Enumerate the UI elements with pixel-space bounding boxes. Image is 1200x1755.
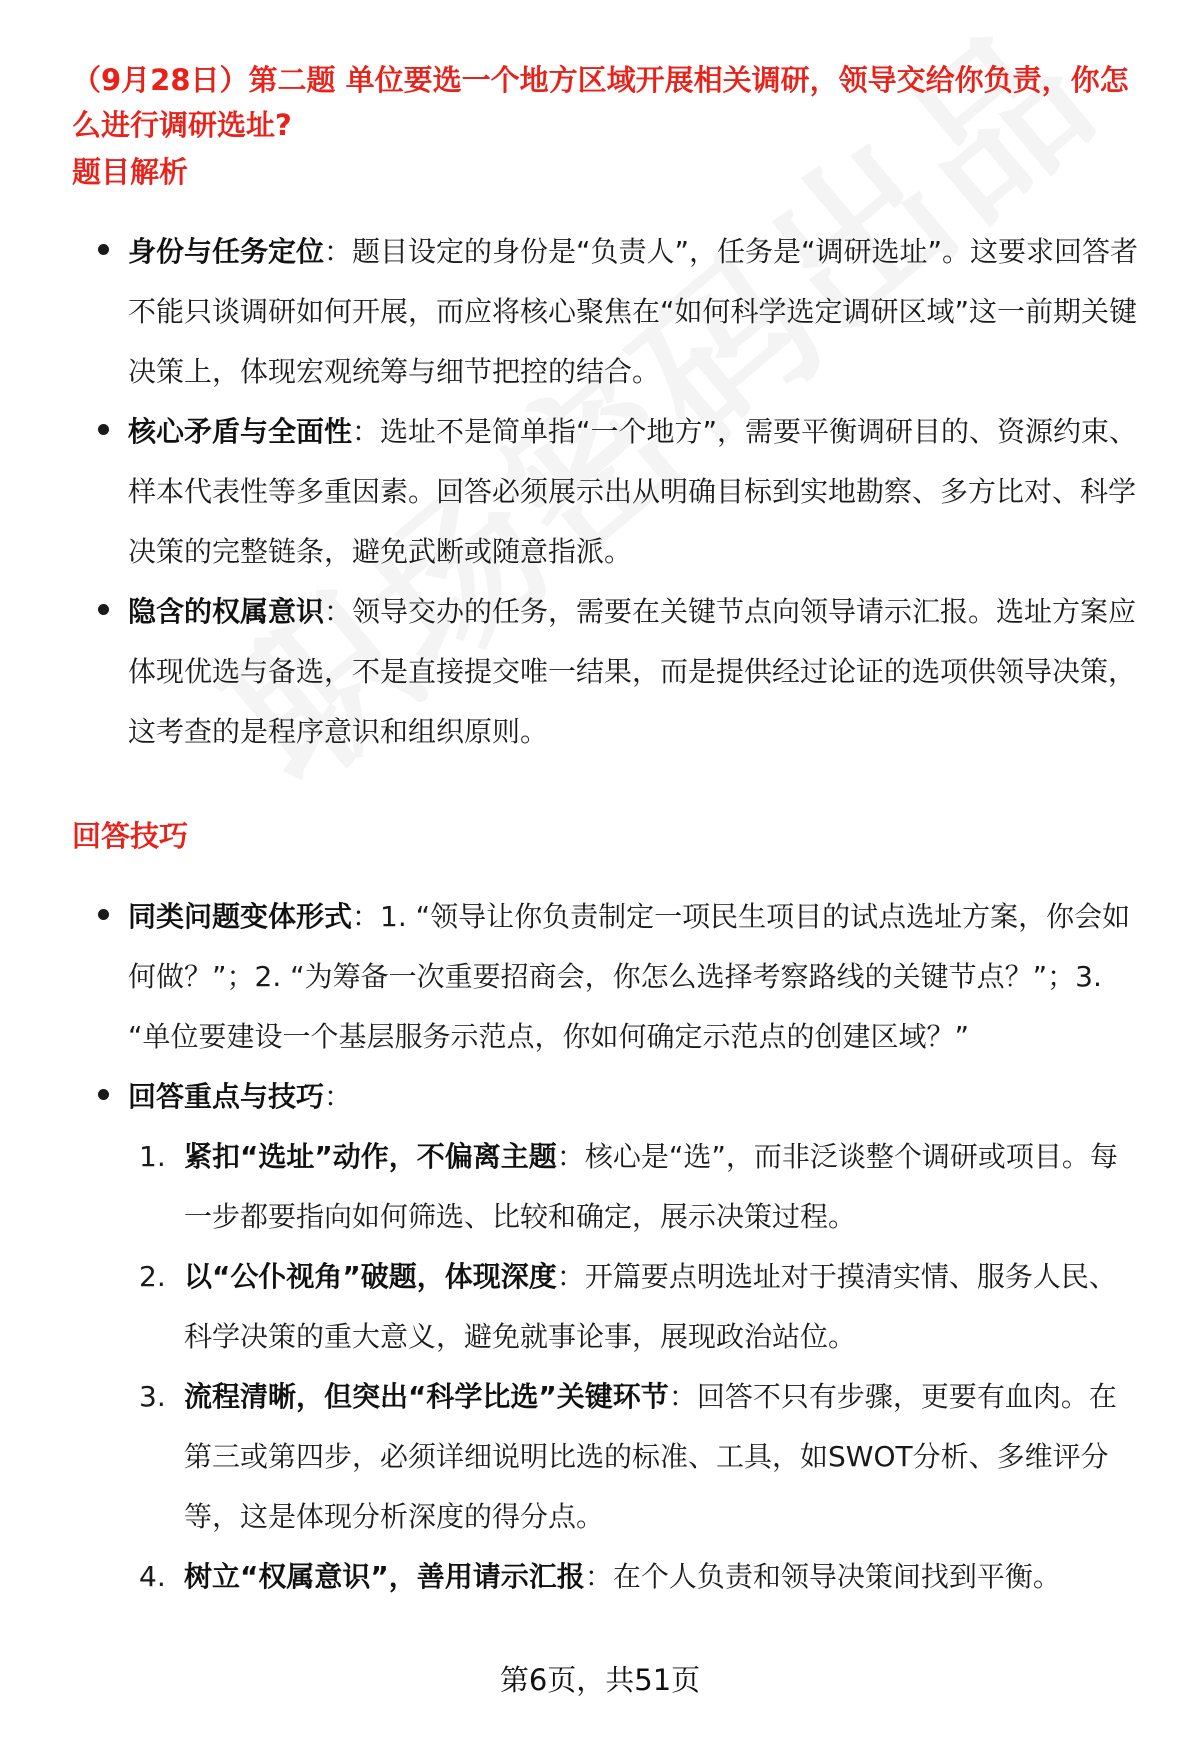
page-footer: 第6页，共51页 [499,1663,701,1697]
item-text: ：领导交办的任务，需要在关键节点向领导请示汇报。选址方案应体现优选与备选，不是直接提交唯一结果，而是提供经过论证的选项供领导决策，这考查的是程序意识和组织原则。 [128,595,1137,748]
bullet-icon [98,909,109,920]
bullet-icon [98,244,109,255]
analysis-item [0,582,1200,762]
section-title-tips: 回答技巧 [72,819,189,853]
item-term: 身份与任务定位 [128,235,325,268]
section-title-analysis: 题目解析 [72,155,189,189]
step-item [128,1367,1142,1547]
step-text: ：核心是“选”，而非泛谈整个调研或项目。每一步都要指向如何筛选、比较和确定，展示决策过程。 [184,1140,1118,1233]
bullet-icon [98,424,109,435]
step-text: ：在个人负责和领导决策间找到平衡。 [584,1560,1061,1593]
analysis-list [0,222,1200,762]
item-text: ： [324,1080,353,1113]
item-term: 同类问题变体形式 [128,900,353,933]
step-number: 4. [139,1560,166,1593]
step-item [128,1247,1142,1367]
step-number: 3. [139,1380,166,1413]
tips-item [0,1067,1200,1607]
question-title: （9月28日）第二题 单位要选一个地方区域开展相关调研，领导交给你负责，你怎么进行调研选址? [72,63,1129,142]
step-term: 树立“权属意识”，善用请示汇报 [184,1560,585,1593]
item-term: 隐含的权属意识 [128,595,325,628]
item-text: ：题目设定的身份是“负责人”，任务是“调研选址”。这要求回答者不能只谈调研如何开展，而应将核心聚焦在“如何科学选定调研区域”这一前期关键决策上，体现宏观统筹与细节把控的结合。 [128,235,1139,388]
analysis-item [0,222,1200,402]
bullet-icon [98,1089,109,1100]
step-text: ：开篇要点明选址对于摸清实情、服务人民、科学决策的重大意义，避免就事论事，展现政治站位。 [184,1260,1117,1353]
step-number: 2. [139,1260,166,1293]
step-term: 流程清晰，但突出“科学比选”关键环节 [184,1380,669,1413]
tips-item [0,887,1200,1067]
tips-list [0,887,1200,1607]
item-term: 核心矛盾与全面性 [128,415,353,448]
item-term: 回答重点与技巧 [128,1080,325,1113]
step-item [128,1547,1142,1607]
item-text: ：选址不是简单指“一个地方”，需要平衡调研目的、资源约束、样本代表性等多重因素。回答必须展示出从明确目标到实地勘察、多方比对、科学决策的完整链条，避免武断或随意指派。 [128,415,1138,568]
bullet-icon [98,604,109,615]
step-number: 1. [139,1140,166,1173]
analysis-item [0,402,1200,582]
step-text: ：回答不只有步骤，更要有血肉。在第三或第四步，必须详细说明比选的标准、工具，如SWOT分析、多维评分等，这是体现分析深度的得分点。 [184,1380,1117,1533]
step-term: 紧扣“选址”动作，不偏离主题 [184,1140,557,1173]
step-item [128,1127,1142,1247]
step-term: 以“公仆视角”破题，体现深度 [184,1260,557,1293]
item-text: ：1. “领导让你负责制定一项民生项目的试点选址方案，你会如何做？”；2. “为筹备一次重要招商会，你怎么选择考察路线的关键节点？”；3. “单位要建设一个基层服务示范点，你如何确定示范点的创建区域？” [128,900,1131,1053]
steps-list [128,1127,1142,1607]
